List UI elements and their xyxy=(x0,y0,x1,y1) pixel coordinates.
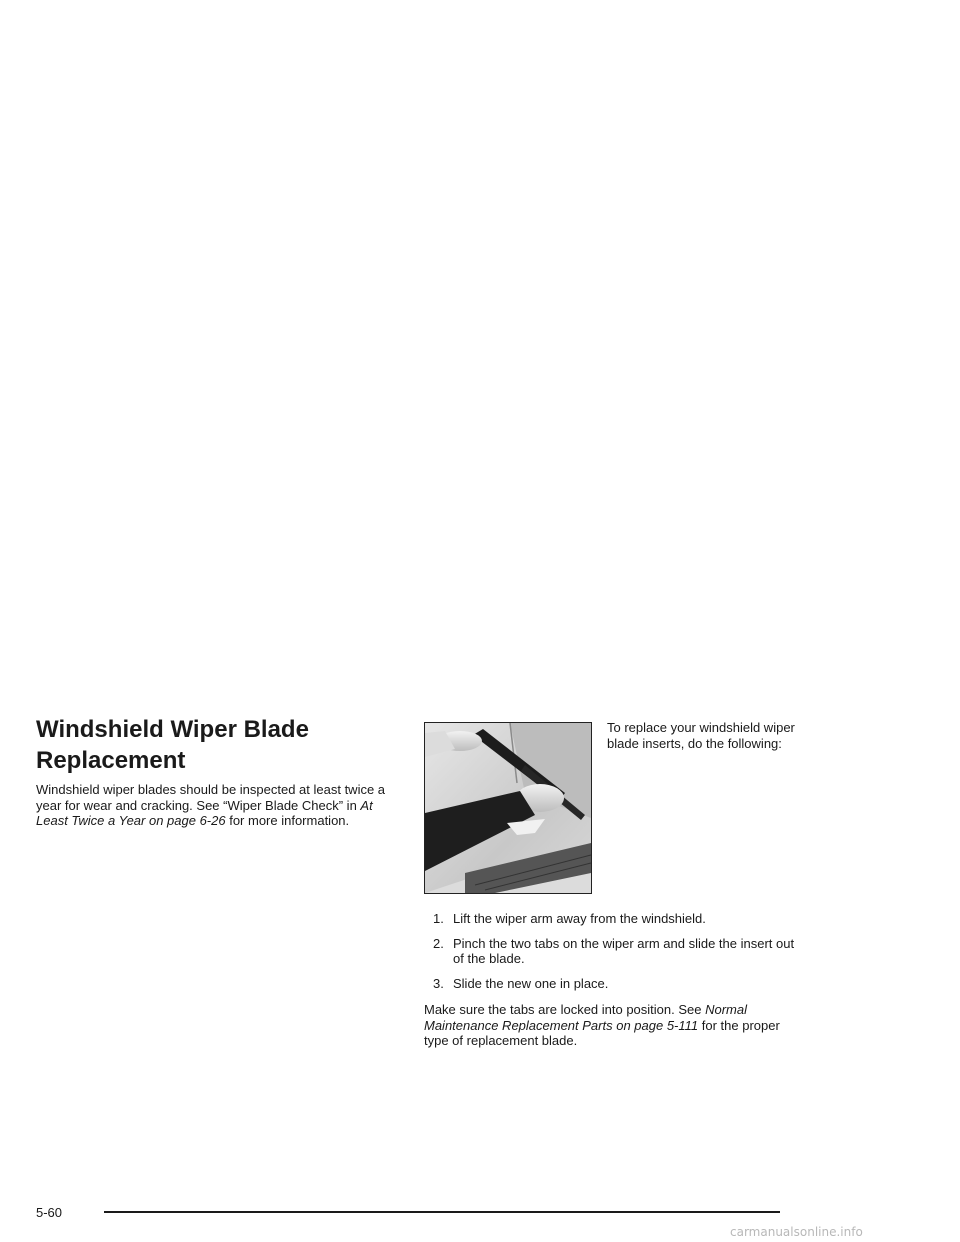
steps-lead: To replace your windshield wiper blade inserts, do the following: xyxy=(607,720,795,751)
step-text: Lift the wiper arm away from the windshield. xyxy=(453,911,706,926)
step-number: 2. xyxy=(433,935,444,951)
page-number: 5-60 xyxy=(36,1205,63,1220)
final-text-end: for the proper type of replacement blade. xyxy=(424,1017,780,1048)
step-item xyxy=(424,936,804,967)
step-text: Pinch the two tabs on the wiper arm and slide the insert out of the blade. xyxy=(453,935,795,966)
intro-paragraph xyxy=(36,782,391,829)
final-page-reference[interactable]: Normal Maintenance Replacement Parts on page 5-111 xyxy=(424,1002,748,1033)
step-text: Slide the new one in place. xyxy=(453,975,609,991)
final-text: Make sure the tabs are locked into position. See xyxy=(424,1002,706,1017)
wiper-blade-illustration xyxy=(425,723,591,893)
intro-text: Windshield wiper blades should be inspected at least twice a year for wear and cracking. See “Wiper Blade Check” in xyxy=(36,782,386,813)
step-item xyxy=(424,976,804,992)
intro-text-end: for more information. xyxy=(225,813,350,828)
step-number: 1. xyxy=(433,911,444,926)
wiper-blade-photo xyxy=(424,722,592,894)
watermark: carmanualsonline.info xyxy=(730,1225,863,1239)
footer-rule xyxy=(104,1211,780,1213)
step-number: 3. xyxy=(433,975,444,991)
section-title: Windshield Wiper Blade Replacement xyxy=(36,716,309,774)
step-item xyxy=(424,911,804,927)
final-paragraph xyxy=(424,1002,794,1049)
intro-page-reference[interactable]: At Least Twice a Year on page 6-26 xyxy=(36,797,373,828)
replacement-steps xyxy=(424,911,804,1000)
